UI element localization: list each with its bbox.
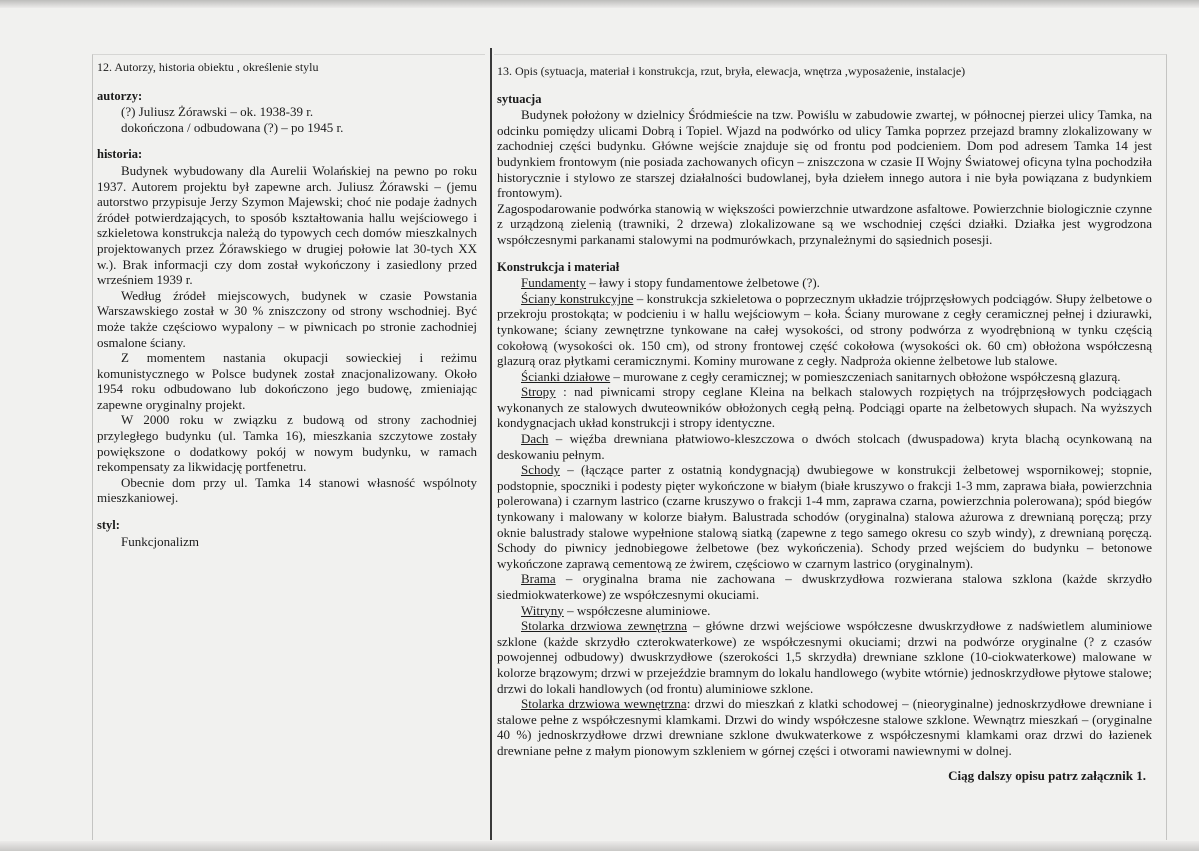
- fundamenty-label: Fundamenty: [521, 275, 586, 291]
- schody-entry: [497, 462, 1152, 571]
- autorzy-title: autorzy:: [97, 88, 143, 103]
- stolarka-zewnetrzna-entry: [497, 618, 1152, 696]
- historia-paragraph-1: Budynek wybudowany dla Aurelii Wolańskiej na pewno po roku 1937. Autorem projektu był zapewne arch. Juliusz Żórawski – (jemu autorstwo przypisuje Jerzy Szymon Majewski; choć nie podaje żadnych źródeł potwierdzających, to sposób kształtowania hallu wejściowego i szkieletowa konstrukcja należą do typowych cech domów mieszkalnych projektowanych przez Żórawskiego w drugiej połowie lat 30-tych XX w.). Brak informacji czy dom został wykończony i zasiedlony przed wrześniem 1939 r.: [97, 162, 477, 288]
- sciany-text: – konstrukcja szkieletowa o poprzecznym układzie trójprzęsłowych podciągów. Słupy żelbetowe o przekroju prostokąta; w podcieniu i w hallu wejściowym – koła. Ściany murowane z cegły ceramicznej pełnej i dziurawki, tynkowane; ściany zewnętrzne tynkowane na całej wysokości, od strony podwórza z wyodrębnioną w tynku częścią cokołową (wysokości ok. 150 cm), od strony frontowej część cokołowa (wysokości ok. 60 cm) obłożona współczesną glazurą oraz płytkami ceramicznymi. Kominy murowane z cegły. Nadproża okienne żelbetowe lub stalowe.: [497, 290, 1152, 369]
- stolarka-wewnetrzna-text: : drzwi do mieszkań z klatki schodowej – (nieoryginalne) jednoskrzydłowe drewniane i stalowe pełne z współczesnymi klamkami. Drzwi do windy współczesne stalowe szklone. Wewnątrz mieszkań – (oryginalne 40 %) jednoskrzydłowe drzwi drewniane szklone dwukwaterkowe z współczesnymi klamkami oraz drzwi do łazienek drewniane pełne z małym pionowym szkleniem w górnej części i otworami nawiewnymi w dolnej.: [497, 696, 1152, 758]
- scianki-entry: [497, 369, 1152, 385]
- styl-title: styl:: [97, 518, 120, 533]
- historia-paragraph-5: Obecnie dom przy ul. Tamka 14 stanowi własność wspólnoty mieszkaniowej.: [97, 474, 477, 506]
- stolarka-zewnetrzna-label: Stolarka drzwiowa zewnętrzna: [521, 618, 687, 634]
- stolarka-wewnetrzna-label: Stolarka drzwiowa wewnętrzna: [521, 696, 687, 712]
- sciany-label: Ściany konstrukcyjne: [521, 290, 634, 306]
- dach-label: Dach: [521, 431, 549, 447]
- historia-paragraph-3: Z momentem nastania okupacji sowieckiej i reżimu komunistycznego w Polsce budynek został znacjonalizowany. Około 1954 roku odbudowano lub dokończono jego budowę, zmieniając zapewne oryginalny projekt.: [97, 350, 477, 412]
- dach-text: – więźba drewniana płatwiowo-kleszczowa o dwóch stolcach (dwuspadowa) kryta blachą ocynkowaną na deskowaniu pełnym.: [497, 431, 1152, 462]
- brama-text: – oryginalna brama nie zachowana – dwuskrzydłowa rozwierana stalowa szklona (każde skrzydło siedmiokwaterkowe) ze współczesnymi okuciami.: [497, 571, 1152, 602]
- sciany-entry: [497, 291, 1152, 369]
- fundamenty-entry: [497, 275, 1152, 291]
- historia-paragraph-4: W 2000 roku w związku z budową od strony zachodniej przyległego budynku (ul. Tamka 16), mieszkania szczytowe zostały powiększone o dodatkowy pokój w nowym budynku, w ramach rekompensaty za likwidację portfenetru.: [97, 412, 477, 475]
- column-divider: [490, 48, 492, 840]
- continuation-note: Ciąg dalszy opisu patrz załącznik 1.: [948, 767, 1146, 783]
- schody-text: – (łączące parter z ostatnią kondygnacją) dwubiegowe w konstrukcji żelbetowej wspornikowej; stopnie, podstopnie, spoczniki i podesty pięter wykończone w białym (białe kruszywo o frakcji 1-3 mm, zaprawa biała, powierzchnia polerowana) i czarnym lastrico (czarne kruszywo o frakcji 1-4 mm, zaprawa czarna, powierzchnia polerowana); spód biegów tynkowany i malowany w kolorze białym. Balustrada schodów (oryginalna) stalowa ażurowa z drewnianą poręczą; przy oknie balustrady stalowe wypełnione stalową siatką (zapewne z tego samego okresu co szyb windy), z drewnianą poręczą. Schody do piwnicy jednobiegowe żelbetowe (bez wykończenia). Schody przed wejściem do budynku – betonowe wykończone zaprawą cementową ze żwirem, częściowo w czarnym lastrico (oryginalnym).: [497, 462, 1152, 571]
- brama-entry: [497, 571, 1152, 602]
- right-column: [497, 64, 1152, 783]
- autor-line-1: (?) Juliusz Żórawski – ok. 1938-39 r.: [121, 104, 314, 120]
- stropy-entry: [497, 384, 1152, 431]
- konstrukcja-title: Konstrukcja i materiał: [497, 259, 620, 274]
- historia-title: historia:: [97, 147, 143, 162]
- stropy-text: : nad piwnicami stropy ceglane Kleina na belkach stalowych rozpiętych na trójprzęsłowych podciągach wykonanych ze stalowych dwuteowników obłożonych cegłą pełną. Podciągi oparte na żelbetowych słupach. Na wyższych kondygnacjach układ konstrukcji i stropy identyczne.: [497, 384, 1152, 431]
- schody-label: Schody: [521, 462, 560, 478]
- fundamenty-text: – ławy i stopy fundamentowe żelbetowe (?).: [586, 275, 820, 291]
- historia-paragraph-2: Według źródeł miejscowych, budynek w czasie Powstania Warszawskiego został w 30 % zniszczony od strony wschodniej. Być może także częściowo wypalony – w piwnicach po stronie zachodniej osmalone ściany.: [97, 287, 477, 350]
- sytuacja-paragraph-1: Budynek położony w dzielnicy Śródmieście na tzw. Powiślu w zabudowie zwartej, w północnej pierzei ulicy Tamka, na odcinku pomiędzy ulicami Dobrą i Topiel. Wjazd na podwórko od ulicy Tamka poprzez przejazd bramny zlokalizowany w zachodniej części budynku. Główne wejście znajduje się od frontu pod podcieniem. Dom pod adresem Tamka 14 jest budynkiem frontowym (nie posiada zachowanych oficyn – zniszczona w czasie II Wojny Światowej oficyna tylna pochodziła historycznie i stylowo ze starszej działalności budowlanej, była dziełem innego autora i nie była powiązana z budynkiem frontowym).: [497, 107, 1152, 201]
- left-column: [97, 60, 477, 549]
- scan-edge-top: [0, 0, 1199, 8]
- stolarka-zewnetrzna-text: – główne drzwi wejściowe współczesne dwuskrzydłowe z nadświetlem aluminiowe szklone (każde skrzydło czterokwaterkowe) ze współczesnymi okuciami; drzwi na podwórze oryginalne (? z czasów powojennej odbudowy) dwuskrzydłowe (szerokości 1,5 skrzydła) drewniane szklone (10-ciokwaterkowe) malowane w kolorze brązowym; drzwi w przejeździe bramnym do lokalu handlowego (wybite wtórnie) jednoskrzydłowe płytowe stalowe; drzwi do lokali handlowych (od frontu) aluminiowe szklone.: [497, 618, 1152, 696]
- witryny-text: – współczesne aluminiowe.: [563, 602, 711, 618]
- scianki-text: – murowane z cegły ceramicznej; w pomieszczeniach sanitarnych obłożone współczesną glazurą.: [610, 368, 1121, 384]
- stolarka-wewnetrzna-entry: [497, 696, 1152, 758]
- sytuacja-title: sytuacja: [497, 91, 542, 106]
- section-12-header: 12. Autorzy, historia obiektu , określenie stylu: [97, 60, 319, 74]
- dach-entry: [497, 431, 1152, 462]
- brama-label: Brama: [521, 571, 556, 587]
- witryny-entry: [497, 603, 1152, 619]
- styl-value: Funkcjonalizm: [121, 533, 199, 549]
- sytuacja-paragraph-2: Zagospodarowanie podwórka stanowią w większości powierzchnie utwardzone asfaltowe. Powierzchnie biologicznie czynne z urządzoną zielenią (trawniki, 2 drzewa) zlokalizowane są we wschodniej części działki. Działka jest wygrodzona współczesnymi parkanami stalowymi na podmurówkach, przynależnymi do sąsiednich posesji.: [497, 200, 1152, 247]
- autor-line-2: dokończona / odbudowana (?) – po 1945 r.: [121, 119, 344, 135]
- section-13-header: 13. Opis (sytuacja, materiał i konstrukcja, rzut, bryła, elewacja, wnętrza ,wyposażenie, instalacje): [497, 64, 966, 78]
- scan-edge-bottom: [0, 841, 1199, 851]
- scianki-label: Ścianki działowe: [521, 368, 611, 384]
- stropy-label: Stropy: [521, 384, 556, 400]
- witryny-label: Witryny: [521, 602, 564, 618]
